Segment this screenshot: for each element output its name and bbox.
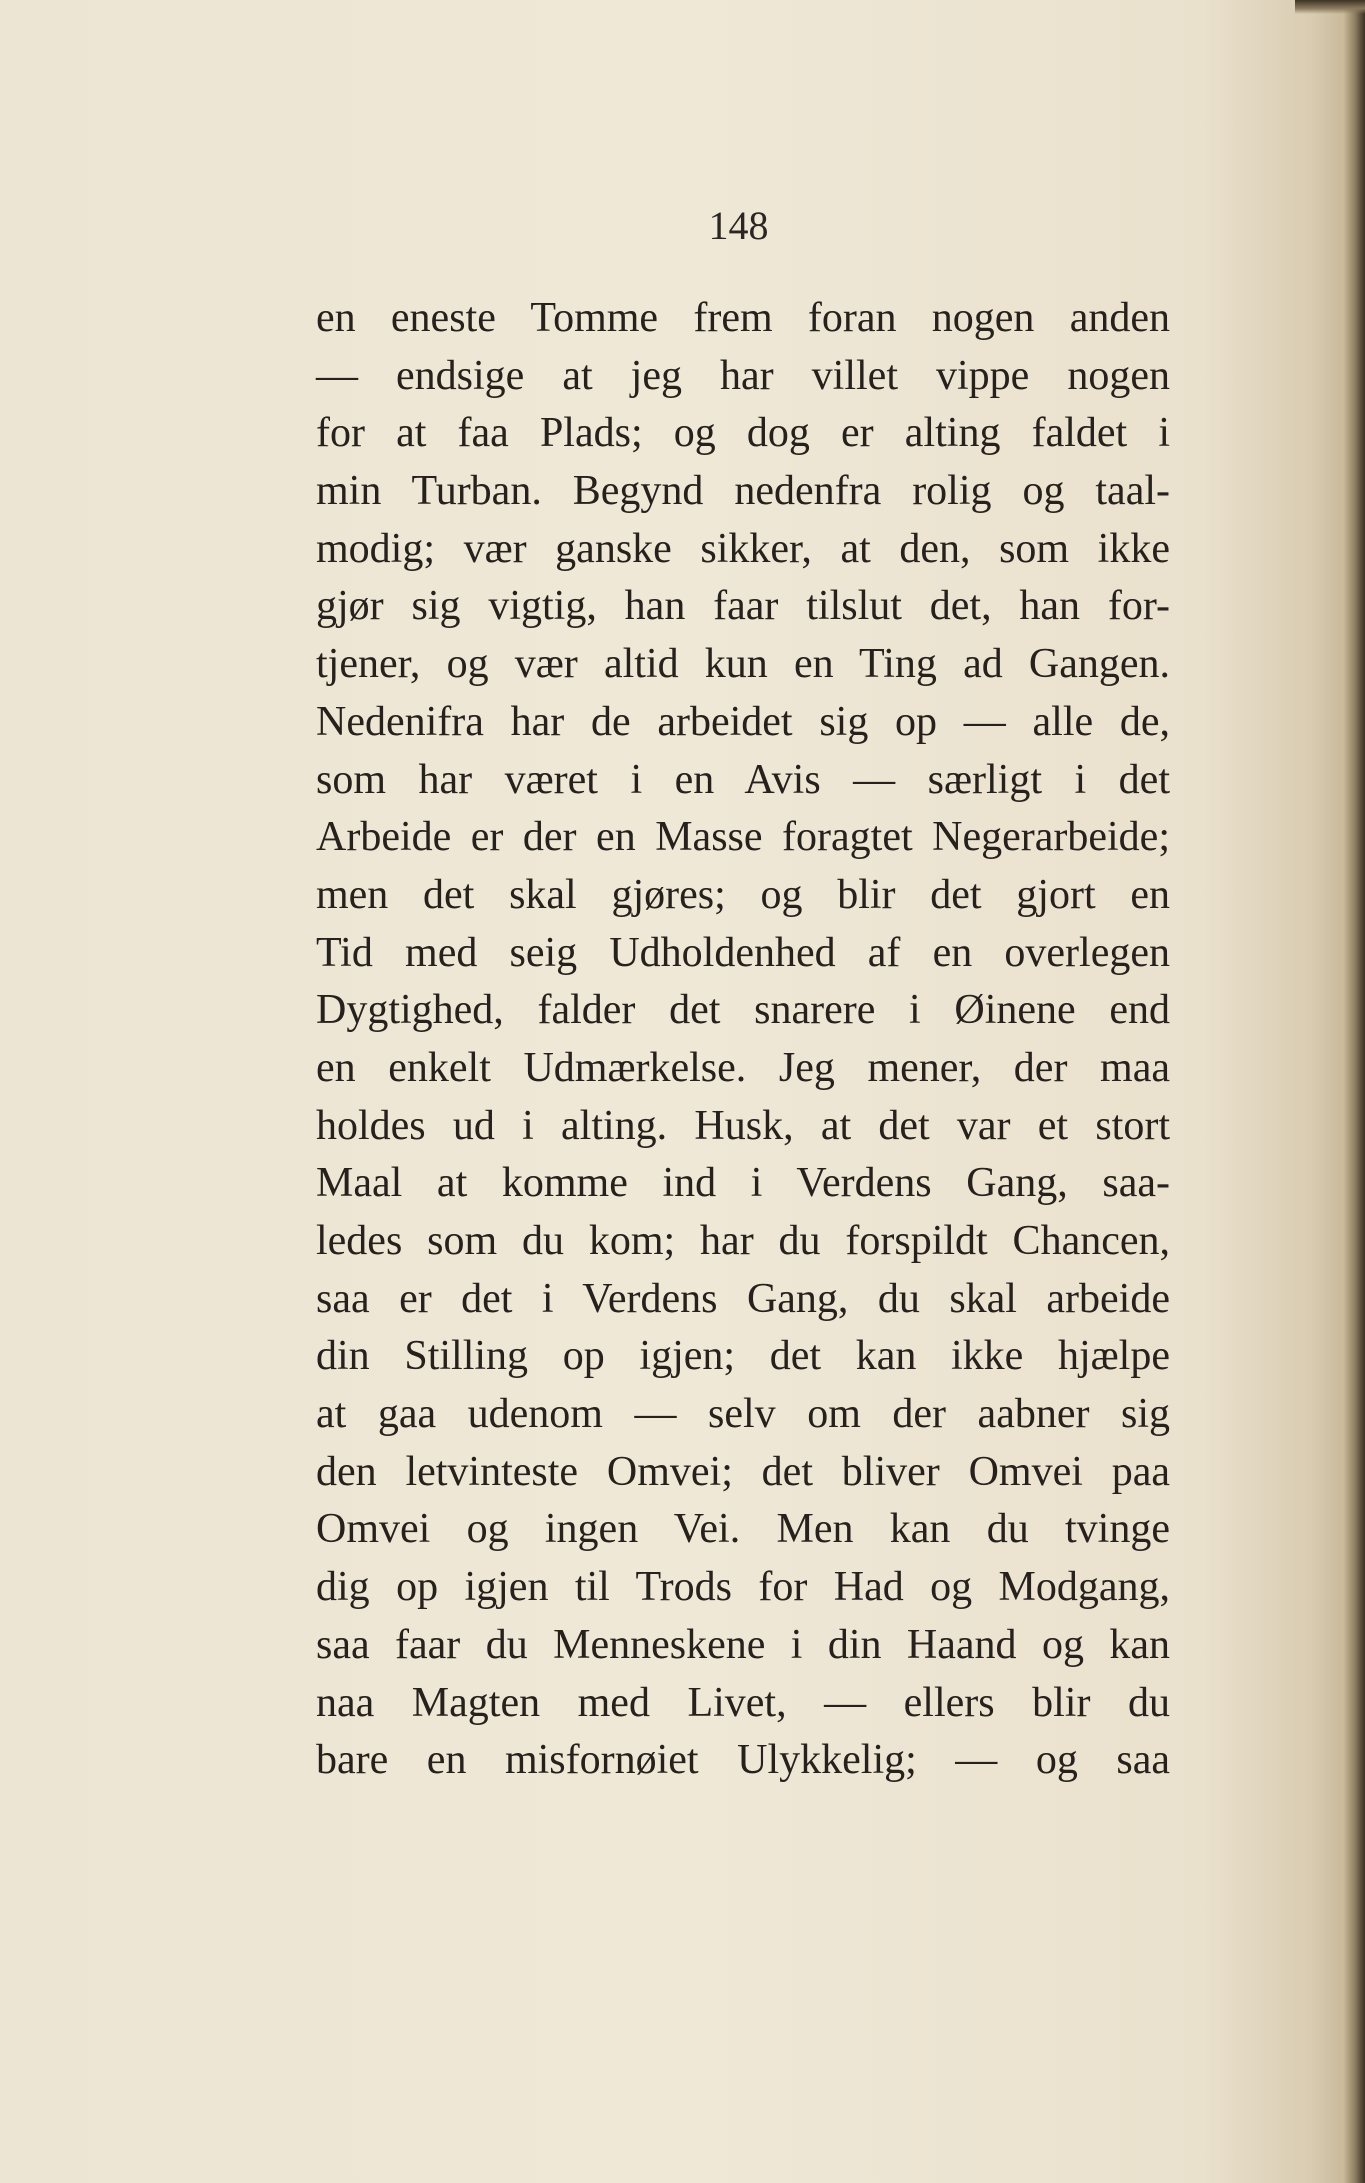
text-line: naa Magten med Livet, — ellers blir du (316, 1679, 1170, 1726)
text-line: Omvei og ingen Vei. Men kan du tvinge (316, 1506, 1170, 1553)
text-line: ledes som du kom; har du forspildt Chancen, (316, 1218, 1170, 1264)
page-corner-shadow (1295, 0, 1365, 14)
text-line: den letvinteste Omvei; det bliver Omvei paa (316, 1448, 1170, 1495)
text-line: Nedenifra har de arbeidet sig op — alle de, (316, 698, 1170, 745)
text-line: som har været i en Avis — særligt i det (316, 756, 1170, 803)
text-line: saa er det i Verdens Gang, du skal arbeide (316, 1275, 1170, 1322)
text-line: din Stilling op igjen; det kan ikke hjælpe (316, 1333, 1170, 1380)
text-line: men det skal gjøres; og blir det gjort en (316, 871, 1170, 918)
text-line: gjør sig vigtig, han faar tilslut det, han for- (316, 583, 1170, 630)
body-text (316, 290, 1170, 1790)
text-line: holdes ud i alting. Husk, at det var et stort (316, 1102, 1170, 1149)
text-line: tjener, og vær altid kun en Ting ad Gangen. (316, 641, 1170, 688)
text-line: Tid med seig Udholdenhed af en overlegen (316, 929, 1170, 976)
text-line: min Turban. Begynd nedenfra rolig og taal- (316, 468, 1170, 515)
text-line: en eneste Tomme frem foran nogen anden (316, 295, 1170, 341)
text-line: Maal at komme ind i Verdens Gang, saa- (316, 1160, 1170, 1207)
page-edge-shadow (1343, 0, 1365, 2183)
text-line: at gaa udenom — selv om der aabner sig (316, 1391, 1170, 1438)
text-line: — endsige at jeg har villet vippe nogen (316, 352, 1170, 399)
text-line: en enkelt Udmærkelse. Jeg mener, der maa (316, 1044, 1170, 1091)
text-line: Dygtighed, falder det snarere i Øinene end (316, 987, 1170, 1034)
text-line: bare en misfornøiet Ulykkelig; — og saa (316, 1737, 1170, 1784)
text-line: for at faa Plads; og dog er alting faldet i (316, 410, 1170, 457)
page-number: 148 (708, 203, 769, 248)
text-line: saa faar du Menneskene i din Haand og kan (316, 1621, 1170, 1668)
text-line: dig op igjen til Trods for Had og Modgang, (316, 1564, 1170, 1611)
text-line: modig; vær ganske sikker, at den, som ikke (316, 525, 1170, 572)
text-line: Arbeide er der en Masse foragtet Negerarbeide; (316, 814, 1170, 861)
